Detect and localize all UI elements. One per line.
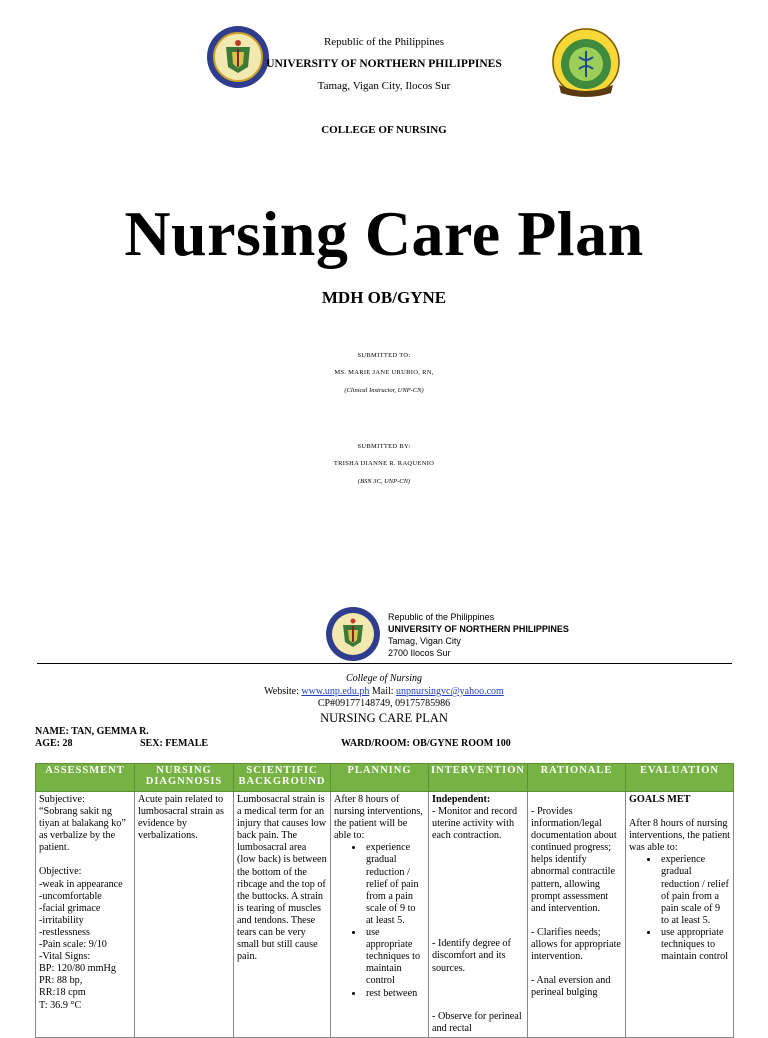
cover-republic: Republic of the Philippines (323, 36, 445, 48)
planning-goal: • rest between (364, 988, 425, 1000)
header-scientific-background: SCIENTIFIC BACKGROUND (234, 764, 331, 792)
background-cell (234, 792, 331, 1038)
intervention-cell (429, 792, 528, 1038)
objective-label: Objective: (39, 866, 82, 878)
cover-college: COLLEGE OF NURSING (321, 124, 447, 136)
website-label: Website: (264, 686, 299, 697)
letterhead-contact-line (0, 686, 768, 697)
objective-line: -facial grimace (39, 902, 101, 914)
letterhead-republic: Republic of the Philippines (388, 612, 495, 622)
document-subtitle: MDH OB/GYNE (321, 288, 447, 307)
objective-line: -restlessness (39, 926, 90, 938)
objective-line: BP: 120/80 mmHg (39, 963, 116, 975)
submitted-by-name: TRISHA DIANNE R. RAQUENIO (333, 460, 435, 467)
evaluation-goal: • use appropriate techniques to maintain control (659, 927, 730, 963)
letterhead-college: College of Nursing (345, 673, 423, 684)
patient-age: AGE: 28 (35, 738, 73, 749)
cover-address: Tamag, Vigan City, Ilocos Sur (317, 80, 451, 92)
document-title: Nursing Care Plan (124, 198, 644, 269)
objective-line: RR:18 cpm (39, 987, 86, 999)
table-row (36, 792, 734, 1038)
letterhead-university: UNIVERSITY OF NORTHERN PHILIPPINES (388, 624, 569, 634)
letterhead-divider (37, 663, 732, 664)
evaluation-cell (626, 792, 734, 1038)
mail-label: Mail: (371, 686, 394, 697)
care-plan-title: NURSING CARE PLAN (320, 711, 448, 725)
unp-letterhead-seal-logo (325, 606, 381, 662)
objective-line: -uncomfortable (39, 890, 102, 902)
table-header-row (36, 764, 734, 792)
objective-line: -Pain scale: 9/10 (39, 939, 107, 951)
diagnosis-cell (135, 792, 234, 1038)
letterhead-city: Tamag, Vigan City (388, 636, 461, 646)
header-rationale: RATIONALE (528, 764, 626, 792)
submitted-to-role: (Clinical Instructor, UNP-CN) (344, 387, 424, 394)
submitted-to-name: MS. MARIE JANE URUBIO, RN, (334, 369, 434, 376)
header-nursing-diagnosis: NURSING DIAGNNOSIS (135, 764, 234, 792)
evaluation-goal: • experience gradual reduction / relief of pain from a pain scale of 9 to at least 5. (659, 854, 730, 927)
intervention-item: - Observe for perineal and rectal (432, 1010, 522, 1034)
planning-goal: • experience gradual reduction / relief of pain from a pain scale of 9 to at least 5. (364, 842, 425, 927)
mail-link[interactable]: unpnursingvc@yahoo.com (396, 686, 504, 697)
rationale-item: - Clarifies needs; allows for appropriate intervention. (531, 926, 621, 963)
patient-name: NAME: TAN, GEMMA R. (35, 726, 149, 737)
nursing-care-plan-table (35, 763, 734, 1038)
diagnosis-text: Acute pain related to lumbosacral strain as evidence by verbalizations. (138, 794, 225, 842)
letterhead-zip: 2700 Ilocos Sur (388, 648, 451, 658)
patient-ward: WARD/ROOM: OB/GYNE ROOM 100 (341, 738, 511, 749)
submitted-by-role: (BSN 3C, UNP-CN) (357, 478, 411, 485)
subjective-text: “Sobrang sakit ng tiyan at balakang ko” as verbalize by the patient. (39, 806, 126, 854)
planning-intro: After 8 hours of nursing interventions, the patient will be able to: (334, 794, 423, 842)
patient-sex: SEX: FEMALE (140, 738, 209, 749)
header-assessment: ASSESSMENT (36, 764, 135, 792)
planning-goals-list (334, 842, 425, 999)
cover-university: UNIVERSITY OF NORTHERN PHILIPPINES (266, 58, 502, 70)
rationale-item: - Provides information/legal documentation about continued progress; helps identify abnormal contractile pattern, allowing prompt assessment and intervention. (531, 806, 617, 914)
header-evaluation: EVALUATION (626, 764, 734, 792)
objective-line: -irritability (39, 914, 84, 926)
evaluation-label: GOALS MET (629, 794, 691, 805)
intervention-label: Independent: (432, 794, 491, 805)
objective-line: -Vital Signs: (39, 951, 91, 963)
intervention-item: - Monitor and record uterine activity with each contraction. (432, 806, 518, 842)
objective-line: PR: 88 bp, (39, 975, 83, 987)
evaluation-goals-list (629, 854, 730, 963)
rationale-item: - Anal eversion and perineal bulging (531, 975, 611, 999)
submitted-to-label: SUBMITTED TO: (357, 352, 411, 359)
subjective-label: Subjective: (39, 794, 85, 805)
objective-line: T: 36.9 °C (39, 999, 82, 1011)
background-text: Lumbosacral strain is a medical term for an injury that causes low back pain. The lumbosacral area (low back) is between the bottom of the ribcage and the top of the buttocks. A strain is tearing of muscles and tendons. These tears can be very small but still cause pain. (237, 794, 327, 963)
evaluation-intro: After 8 hours of nursing interventions, the patient was able to: (629, 818, 730, 854)
planning-cell (331, 792, 429, 1038)
website-link[interactable]: www.unp.edu.ph (301, 686, 370, 697)
objective-line: -weak in appearance (39, 878, 123, 890)
letterhead-phone: CP#09177148749, 09175785986 (317, 698, 451, 709)
planning-goal: • use appropriate techniques to maintain control (364, 927, 425, 987)
intervention-item: - Identify degree of discomfort and its sources. (432, 938, 511, 974)
rationale-cell (528, 792, 626, 1038)
submitted-by-label: SUBMITTED BY: (357, 443, 411, 450)
assessment-cell (36, 792, 135, 1038)
header-intervention: INTERVENTION (429, 764, 528, 792)
header-planning: PLANNING (331, 764, 429, 792)
